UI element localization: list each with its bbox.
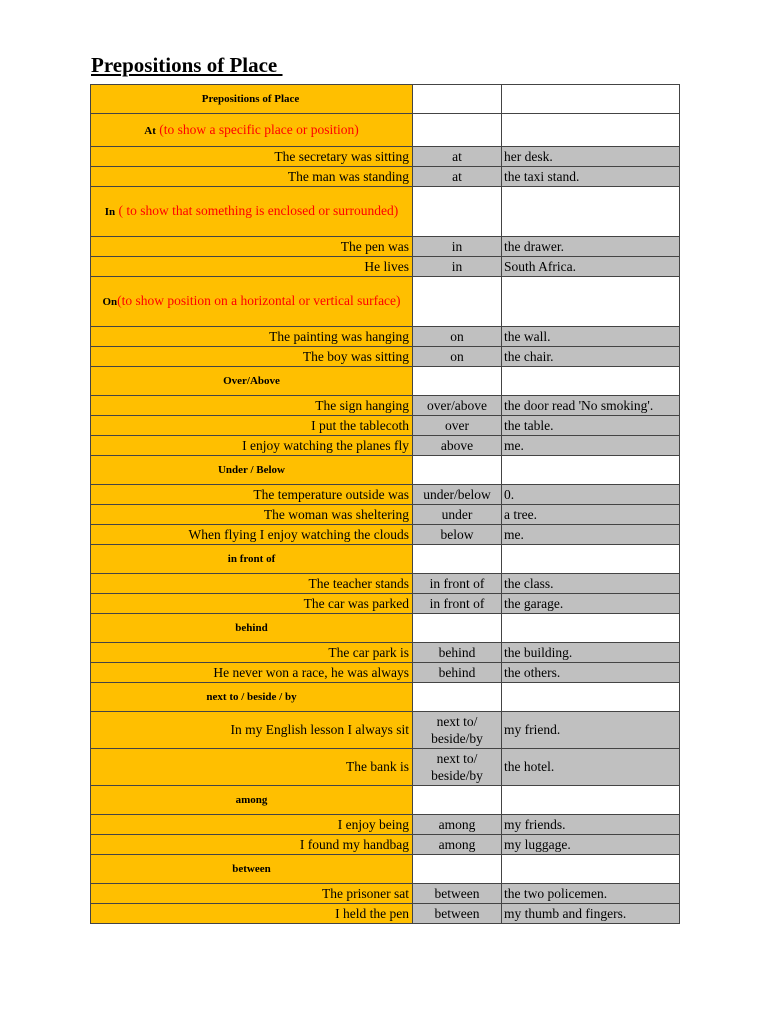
blank-cell — [413, 187, 502, 237]
sentence-cell: I enjoy being — [91, 815, 413, 835]
sentence-cell: The secretary was sitting — [91, 147, 413, 167]
blank-cell — [502, 114, 680, 147]
group-label: between — [232, 863, 271, 875]
preposition-cell: between — [413, 904, 502, 924]
preposition-cell: below — [413, 525, 502, 545]
object-cell: the class. — [502, 574, 680, 594]
blank-cell — [413, 85, 502, 114]
sentence-cell: The bank is — [91, 749, 413, 786]
blank-cell — [502, 786, 680, 815]
sentence-cell: The boy was sitting — [91, 347, 413, 367]
preposition-cell: in front of — [413, 594, 502, 614]
group-header-row — [91, 683, 680, 712]
group-label: next to / beside / by — [206, 691, 297, 703]
preposition-cell: under — [413, 505, 502, 525]
object-cell: 0. — [502, 485, 680, 505]
blank-cell — [502, 683, 680, 712]
table-header-row — [91, 85, 680, 114]
group-header-row — [91, 277, 680, 327]
blank-cell — [413, 786, 502, 815]
table-row — [91, 835, 680, 855]
group-header-cell — [91, 114, 413, 147]
object-cell: the two policemen. — [502, 884, 680, 904]
group-label: Under / Below — [217, 464, 286, 476]
preposition-cell: in — [413, 257, 502, 277]
object-cell: the chair. — [502, 347, 680, 367]
blank-cell — [502, 456, 680, 485]
group-header-row — [91, 786, 680, 815]
group-header-cell — [91, 855, 413, 884]
group-label: On — [102, 296, 118, 308]
preposition-cell: over — [413, 416, 502, 436]
table-row — [91, 663, 680, 683]
table-header-label: Prepositions of Place — [91, 85, 413, 114]
group-header-cell — [91, 277, 413, 327]
group-label: in front of — [227, 553, 276, 565]
object-cell: me. — [502, 436, 680, 456]
group-header-row — [91, 545, 680, 574]
sentence-cell: The car was parked — [91, 594, 413, 614]
table-row — [91, 749, 680, 786]
blank-cell — [502, 85, 680, 114]
object-cell: my friends. — [502, 815, 680, 835]
blank-cell — [413, 114, 502, 147]
sentence-cell: I held the pen — [91, 904, 413, 924]
object-cell: the garage. — [502, 594, 680, 614]
sentence-cell: The prisoner sat — [91, 884, 413, 904]
prepositions-table — [90, 84, 680, 924]
object-cell: the drawer. — [502, 237, 680, 257]
blank-cell — [502, 545, 680, 574]
table-row — [91, 257, 680, 277]
object-cell: my thumb and fingers. — [502, 904, 680, 924]
object-cell: a tree. — [502, 505, 680, 525]
object-cell: the wall. — [502, 327, 680, 347]
group-header-cell — [91, 456, 413, 485]
group-label: behind — [235, 622, 268, 634]
object-cell: the building. — [502, 643, 680, 663]
group-header-row — [91, 614, 680, 643]
group-description: (to show position on a horizontal or vertical surface) — [117, 293, 401, 308]
preposition-cell: next to/ beside/by — [413, 712, 502, 749]
group-description: (to show a specific place or position) — [155, 121, 359, 137]
group-label: At — [144, 124, 156, 137]
page-title: Prepositions of Place — [91, 53, 283, 77]
preposition-cell: next to/ beside/by — [413, 749, 502, 786]
object-cell: me. — [502, 525, 680, 545]
sentence-cell: I put the tablecoth — [91, 416, 413, 436]
sentence-cell: He never won a race, he was always — [91, 663, 413, 683]
group-header-cell — [91, 545, 413, 574]
blank-cell — [413, 456, 502, 485]
preposition-cell: among — [413, 815, 502, 835]
table-row — [91, 712, 680, 749]
sentence-cell: The painting was hanging — [91, 327, 413, 347]
group-label: Over/Above — [223, 375, 280, 387]
preposition-cell: in front of — [413, 574, 502, 594]
object-cell: the taxi stand. — [502, 167, 680, 187]
table-row — [91, 485, 680, 505]
group-header-row — [91, 855, 680, 884]
object-cell: her desk. — [502, 147, 680, 167]
group-label: among — [235, 794, 268, 806]
sentence-cell: When flying I enjoy watching the clouds — [91, 525, 413, 545]
table-row — [91, 327, 680, 347]
table-row — [91, 436, 680, 456]
preposition-cell: between — [413, 884, 502, 904]
preposition-cell: under/below — [413, 485, 502, 505]
preposition-cell: in — [413, 237, 502, 257]
preposition-cell: among — [413, 835, 502, 855]
table-row — [91, 815, 680, 835]
blank-cell — [413, 614, 502, 643]
sentence-cell: In my English lesson I always sit — [91, 712, 413, 749]
sentence-cell: The temperature outside was — [91, 485, 413, 505]
table-row — [91, 643, 680, 663]
sentence-cell: The car park is — [91, 643, 413, 663]
table-row — [91, 884, 680, 904]
object-cell: my luggage. — [502, 835, 680, 855]
blank-cell — [502, 367, 680, 396]
blank-cell — [502, 187, 680, 237]
sentence-cell: He lives — [91, 257, 413, 277]
blank-cell — [413, 277, 502, 327]
object-cell: the door read 'No smoking'. — [502, 396, 680, 416]
table-row — [91, 904, 680, 924]
sentence-cell: The teacher stands — [91, 574, 413, 594]
table-row — [91, 594, 680, 614]
table-row — [91, 416, 680, 436]
group-header-cell — [91, 367, 413, 396]
group-header-cell — [91, 786, 413, 815]
object-cell: my friend. — [502, 712, 680, 749]
table-row — [91, 396, 680, 416]
table-row — [91, 505, 680, 525]
blank-cell — [502, 277, 680, 327]
preposition-cell: behind — [413, 663, 502, 683]
table-row — [91, 167, 680, 187]
group-header-row — [91, 367, 680, 396]
group-header-row — [91, 114, 680, 147]
group-label: In — [104, 206, 116, 218]
group-header-cell — [91, 187, 413, 237]
blank-cell — [413, 683, 502, 712]
preposition-cell: on — [413, 327, 502, 347]
preposition-cell: over/above — [413, 396, 502, 416]
table-row — [91, 347, 680, 367]
blank-cell — [502, 855, 680, 884]
preposition-cell: behind — [413, 643, 502, 663]
table-row — [91, 574, 680, 594]
blank-cell — [413, 545, 502, 574]
object-cell: the others. — [502, 663, 680, 683]
object-cell: the hotel. — [502, 749, 680, 786]
sentence-cell: I found my handbag — [91, 835, 413, 855]
table-row — [91, 237, 680, 257]
group-description: ( to show that something is enclosed or surrounded) — [115, 203, 399, 218]
sentence-cell: The woman was sheltering — [91, 505, 413, 525]
object-cell: the table. — [502, 416, 680, 436]
sentence-cell: The man was standing — [91, 167, 413, 187]
preposition-cell: at — [413, 167, 502, 187]
table-row — [91, 525, 680, 545]
sentence-cell: The pen was — [91, 237, 413, 257]
group-header-cell — [91, 614, 413, 643]
sentence-cell: I enjoy watching the planes fly — [91, 436, 413, 456]
blank-cell — [502, 614, 680, 643]
blank-cell — [413, 367, 502, 396]
sentence-cell: The sign hanging — [91, 396, 413, 416]
preposition-cell: at — [413, 147, 502, 167]
preposition-cell: above — [413, 436, 502, 456]
group-header-cell — [91, 683, 413, 712]
blank-cell — [413, 855, 502, 884]
preposition-cell: on — [413, 347, 502, 367]
group-header-row — [91, 187, 680, 237]
object-cell: South Africa. — [502, 257, 680, 277]
table-row — [91, 147, 680, 167]
group-header-row — [91, 456, 680, 485]
